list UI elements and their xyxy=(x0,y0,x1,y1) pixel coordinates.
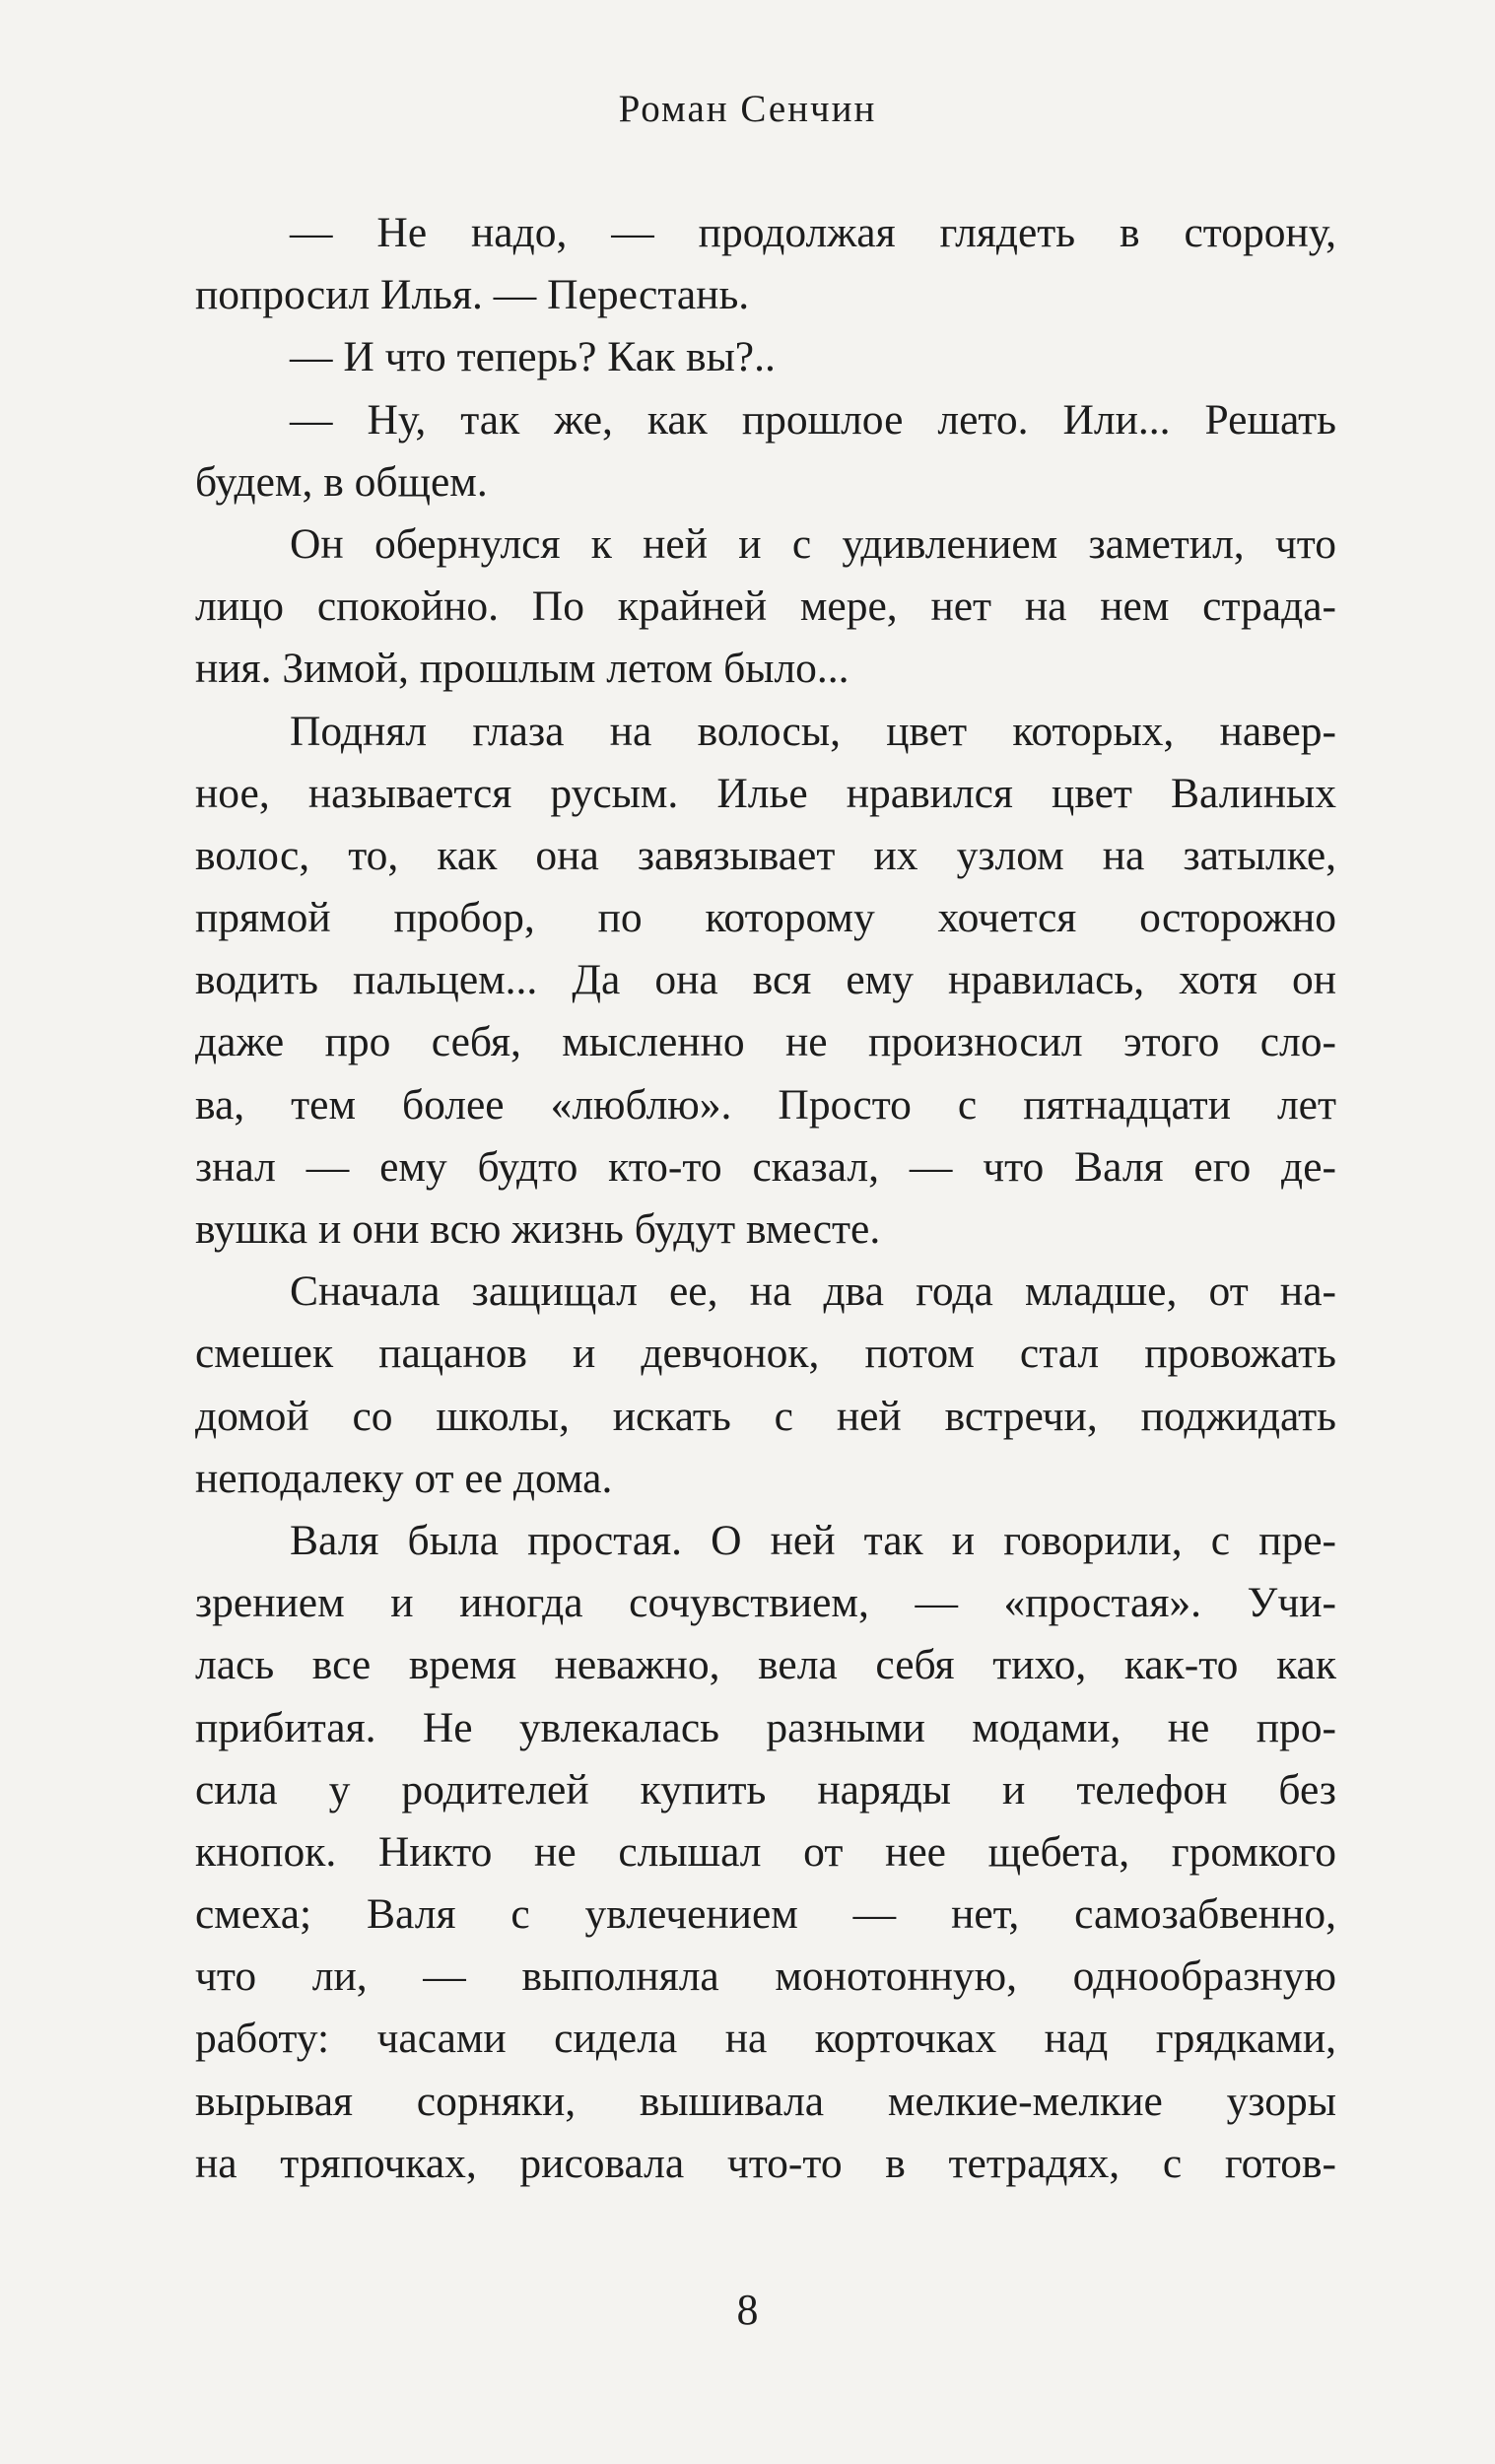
text-line: прямой пробор, по которому хочется осторожно xyxy=(195,894,1336,942)
text-line: даже про себя, мысленно не произносил этого сло- xyxy=(195,1018,1336,1066)
text-line: — Не надо, — продолжая глядеть в сторону, xyxy=(290,209,1336,256)
text-line: — Ну, так же, как прошлое лето. Или... Решать xyxy=(290,395,1336,444)
text-line: попросил Илья. — Перестань. xyxy=(195,271,750,319)
text-line: знал — ему будто кто-то сказал, — что Валя его де- xyxy=(195,1142,1336,1191)
text-line: смеха; Валя с увлечением — нет, самозабвенно, xyxy=(195,1890,1336,1939)
text-line: ния. Зимой, прошлым летом было... xyxy=(195,645,849,693)
text-line: домой со школы, искать с ней встречи, поджидать xyxy=(195,1392,1336,1440)
text-line: лась все время неважно, вела себя тихо, как-то как xyxy=(195,1641,1336,1689)
page-number: 8 xyxy=(736,2286,759,2334)
text-line: ва, тем более «люблю». Просто с пятнадцати лет xyxy=(195,1080,1336,1129)
text-line: сила у родителей купить наряды и телефон без xyxy=(195,1765,1336,1814)
body-text xyxy=(195,202,1336,2195)
text-line: работу: часами сидела на корточках над грядками, xyxy=(195,2015,1336,2063)
text-line: вырывая сорняки, вышивала мелкие-мелкие узоры xyxy=(195,2077,1336,2125)
text-line: неподалеку от ее дома. xyxy=(195,1454,613,1502)
text-line: будем, в общем. xyxy=(195,457,488,506)
running-title: Роман Сенчин xyxy=(618,88,877,130)
text-line: на тряпочках, рисовала что-то в тетрадях, с готов- xyxy=(195,2139,1336,2187)
text-line: Сначала защищал ее, на два года младше, от на- xyxy=(290,1267,1336,1316)
text-line: волос, то, как она завязывает их узлом на затылке, xyxy=(195,831,1336,879)
text-line: смешек пацанов и девчонок, потом стал провожать xyxy=(195,1330,1336,1378)
text-line: вушка и они всю жизнь будут вместе. xyxy=(195,1205,881,1253)
text-line: Он обернулся к ней и с удивлением заметил, что xyxy=(290,519,1336,568)
text-line: ное, называется русым. Илье нравился цвет Валиных xyxy=(195,769,1336,817)
text-line: кнопок. Никто не слышал от нее щебета, громкого xyxy=(195,1827,1336,1876)
text-line: Поднял глаза на волосы, цвет которых, навер- xyxy=(290,707,1336,755)
text-line: лицо спокойно. По крайней мере, нет на нем страда- xyxy=(195,582,1336,631)
text-line: — И что теперь? Как вы?.. xyxy=(290,333,776,381)
text-line: водить пальцем... Да она вся ему нравилась, хотя он xyxy=(195,956,1336,1004)
text-line: что ли, — выполняла монотонную, однообразную xyxy=(195,1952,1336,2001)
text-line: прибитая. Не увлекалась разными модами, не про- xyxy=(195,1703,1336,1751)
text-line: зрением и иногда сочувствием, — «простая». Учи- xyxy=(195,1579,1336,1627)
text-line: Валя была простая. О ней так и говорили, с пре- xyxy=(290,1516,1336,1564)
